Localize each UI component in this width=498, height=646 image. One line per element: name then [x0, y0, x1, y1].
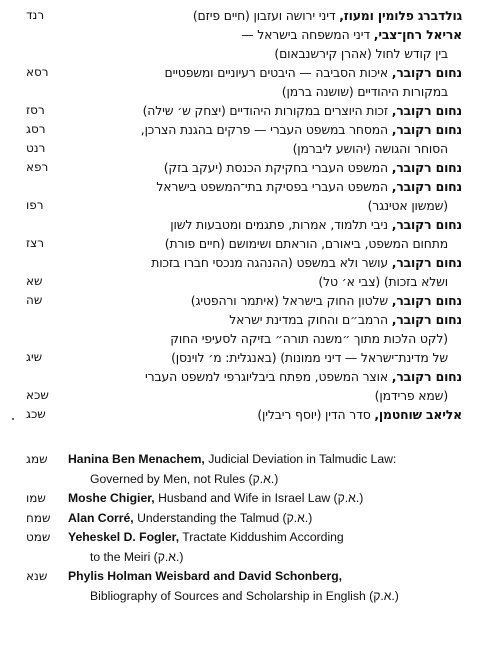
- entry-text: [229, 310, 462, 329]
- hebrew-entry-row: [26, 386, 462, 405]
- hebrew-entry-row: [26, 44, 462, 63]
- entry-text: [156, 177, 462, 196]
- entry-author: אריאל רחן־צבי,: [373, 27, 462, 42]
- entry-title: בין קודש לחול (אהרן קירשנבאום): [274, 46, 448, 61]
- entry-title: מתחום המשפט, ביאורם, הוראתם ושימושם (חיים פורת): [164, 236, 448, 251]
- entry-author: Moshe Chigier,: [68, 491, 155, 505]
- entry-text: [165, 63, 463, 82]
- entry-title: ושלא בזכות) (צבי א׳ טל): [318, 274, 448, 289]
- entry-text: [257, 405, 462, 424]
- page-number: רסג: [26, 122, 46, 136]
- entry-title: to the Meiri (א.ק.): [90, 549, 184, 564]
- page-number: שמט: [26, 530, 51, 544]
- hebrew-entry-row: [26, 6, 462, 25]
- entry-text: [241, 25, 462, 44]
- entry-title: זכות היוצרים במקורות היהודיים (יצחק ש׳ שילה): [142, 103, 392, 118]
- english-entry-row: [26, 509, 466, 529]
- entry-title: המשפט העברי בחקיקת הכנסת (יעקב בזק): [163, 160, 392, 175]
- entry-title: Tractate Kiddushim According: [179, 530, 344, 544]
- hebrew-entry-row: [26, 25, 462, 44]
- page-number: שנא: [26, 569, 48, 583]
- entry-title: המשפט העברי בפסיקת בתי־המשפט בישראל: [156, 179, 392, 194]
- entry-title: Husband and Wife in Israel Law (א.ק.): [154, 491, 364, 505]
- entry-author: נחום רקובר,: [391, 369, 462, 384]
- entry-author: נחום רקובר,: [391, 65, 462, 80]
- page-number: רפא: [26, 160, 49, 174]
- entry-title: דיני המשפחה בישראל —: [241, 27, 374, 42]
- hebrew-entry-row: [26, 367, 462, 386]
- page-number: שמח: [26, 510, 51, 525]
- hebrew-entry-row: [26, 82, 462, 101]
- entry-title: שלטון החוק בישראל (איתמר ורהפטיג): [190, 293, 392, 308]
- entry-title: Understanding the Talmud (א.ק.): [133, 510, 313, 525]
- entry-title: (שמשון אטינגר): [367, 198, 448, 213]
- entry-title: (שמא פרידמן): [374, 388, 448, 403]
- page-number: רנט: [26, 141, 46, 155]
- entry-text: [68, 489, 363, 509]
- page-number: שכג: [26, 407, 46, 421]
- entry-title: Bibliography of Sources and Scholarship in English (א.ק.): [90, 588, 399, 603]
- entry-text: [68, 528, 344, 548]
- entry-text: [282, 82, 448, 101]
- entry-text: [68, 509, 312, 529]
- english-entry-row: [26, 587, 466, 607]
- hebrew-entry-row: [26, 177, 462, 196]
- english-bibliography-list: [26, 450, 466, 606]
- entry-author: נחום רקובר,: [391, 103, 462, 118]
- entry-title: איכות הסביבה — היבטים רעיוניים ומשפטיים: [164, 65, 392, 80]
- scan-speck: [12, 418, 14, 420]
- page-number: שמג: [26, 452, 48, 466]
- entry-text: [143, 101, 462, 120]
- entry-title: במקורות היהודיים (שושנה ברמן): [281, 84, 448, 99]
- entry-author: נחום רקובר,: [391, 293, 462, 308]
- page-number: שכא: [26, 388, 49, 402]
- entry-title: ניבי תלמוד, אמרות, פתגמים ומטבעות לשון: [170, 217, 392, 232]
- entry-author: נחום רקובר,: [391, 217, 462, 232]
- entry-text: [68, 450, 396, 470]
- entry-text: [191, 291, 462, 310]
- entry-author: Yeheskel D. Fogler,: [68, 530, 180, 544]
- english-entry-row: [26, 450, 466, 470]
- entry-text: [170, 329, 448, 348]
- entry-title: המסחר במשפט העברי — פרקים בהגנת הצרכן,: [140, 122, 392, 137]
- entry-text: [68, 567, 342, 587]
- entry-text: [318, 272, 448, 291]
- english-entry-row: [26, 528, 466, 548]
- page-number: שא: [26, 274, 43, 288]
- hebrew-entry-row: [26, 101, 462, 120]
- entry-text: [375, 386, 448, 405]
- page-number: רפו: [26, 198, 44, 212]
- page-number: רצז: [26, 236, 45, 250]
- entry-text: [145, 367, 462, 386]
- entry-text: [90, 587, 399, 607]
- page-number: רנד: [26, 8, 45, 22]
- entry-text: [274, 44, 448, 63]
- entry-author: נחום רקובר,: [391, 160, 462, 175]
- hebrew-entry-row: [26, 120, 462, 139]
- hebrew-entry-row: [26, 253, 462, 272]
- entry-title: (לקט הלכות מתוך ״משנה תורה״ בזיקה לסעיפי החוק: [170, 331, 448, 346]
- entry-author: Phylis Holman Weisbard and David Schonberg,: [68, 569, 343, 583]
- entry-author: Alan Corré,: [68, 510, 134, 525]
- entry-text: [171, 348, 448, 367]
- entry-title: Judicial Deviation in Talmudic Law:: [204, 452, 397, 466]
- english-entry-row: [26, 567, 466, 587]
- entry-text: [165, 234, 448, 253]
- hebrew-entry-row: [26, 272, 462, 291]
- hebrew-entry-row: [26, 139, 462, 158]
- hebrew-entry-row: [26, 329, 462, 348]
- hebrew-bibliography-list: [26, 6, 462, 424]
- entry-text: [90, 548, 183, 568]
- entry-text: [293, 139, 448, 158]
- page-number: שה: [26, 293, 43, 307]
- entry-title: אוצר המשפט, מפתח ביבליוגרפי למשפט העברי: [145, 369, 392, 384]
- entry-author: אליאב שוחטמן,: [374, 407, 462, 422]
- entry-title: הסוחר והגושה (יהושע ליברמן): [292, 141, 448, 156]
- hebrew-entry-row: [26, 158, 462, 177]
- page-number: שיג: [26, 350, 43, 364]
- entry-author: נחום רקובר,: [391, 255, 462, 270]
- hebrew-entry-row: [26, 234, 462, 253]
- hebrew-entry-row: [26, 215, 462, 234]
- hebrew-entry-row: [26, 310, 462, 329]
- entry-title: של מדינת־ישראל — דיני ממונות) (באנגלית: מ׳ לוינסן): [171, 350, 448, 365]
- entry-title: הרמב״ם והחוק במדינת ישראל: [229, 312, 392, 327]
- hebrew-entry-row: [26, 196, 462, 215]
- page-number: רסז: [26, 103, 45, 117]
- page-number: שמו: [26, 491, 46, 505]
- hebrew-entry-row: [26, 348, 462, 367]
- entry-author: נחום רקובר,: [391, 122, 462, 137]
- entry-text: [193, 6, 462, 25]
- entry-text: [90, 470, 278, 490]
- entry-text: [164, 158, 462, 177]
- english-entry-row: [26, 489, 466, 509]
- english-entry-row: [26, 470, 466, 490]
- entry-text: [170, 215, 462, 234]
- entry-author: גולדברג פלומין ומעוז,: [339, 8, 462, 23]
- entry-title: עושר ולא במשפט (ההנהגה מנכסי חברו בזכות: [151, 255, 392, 270]
- entry-text: [141, 120, 462, 139]
- entry-text: [368, 196, 448, 215]
- entry-author: Hanina Ben Menachem,: [68, 452, 205, 466]
- entry-title: סדר הדין (יוסף ריבלין): [257, 407, 375, 422]
- entry-title: דיני ירושה ועזבון (חיים פיזם): [192, 8, 340, 23]
- entry-author: נחום רקובר,: [391, 179, 462, 194]
- hebrew-entry-row: [26, 63, 462, 82]
- entry-text: [151, 253, 462, 272]
- page-number: רסא: [26, 65, 49, 79]
- english-entry-row: [26, 548, 466, 568]
- entry-author: נחום רקובר,: [391, 312, 462, 327]
- hebrew-entry-row: [26, 291, 462, 310]
- entry-title: Governed by Men, not Rules (א.ק.): [90, 471, 279, 486]
- hebrew-entry-row: [26, 405, 462, 424]
